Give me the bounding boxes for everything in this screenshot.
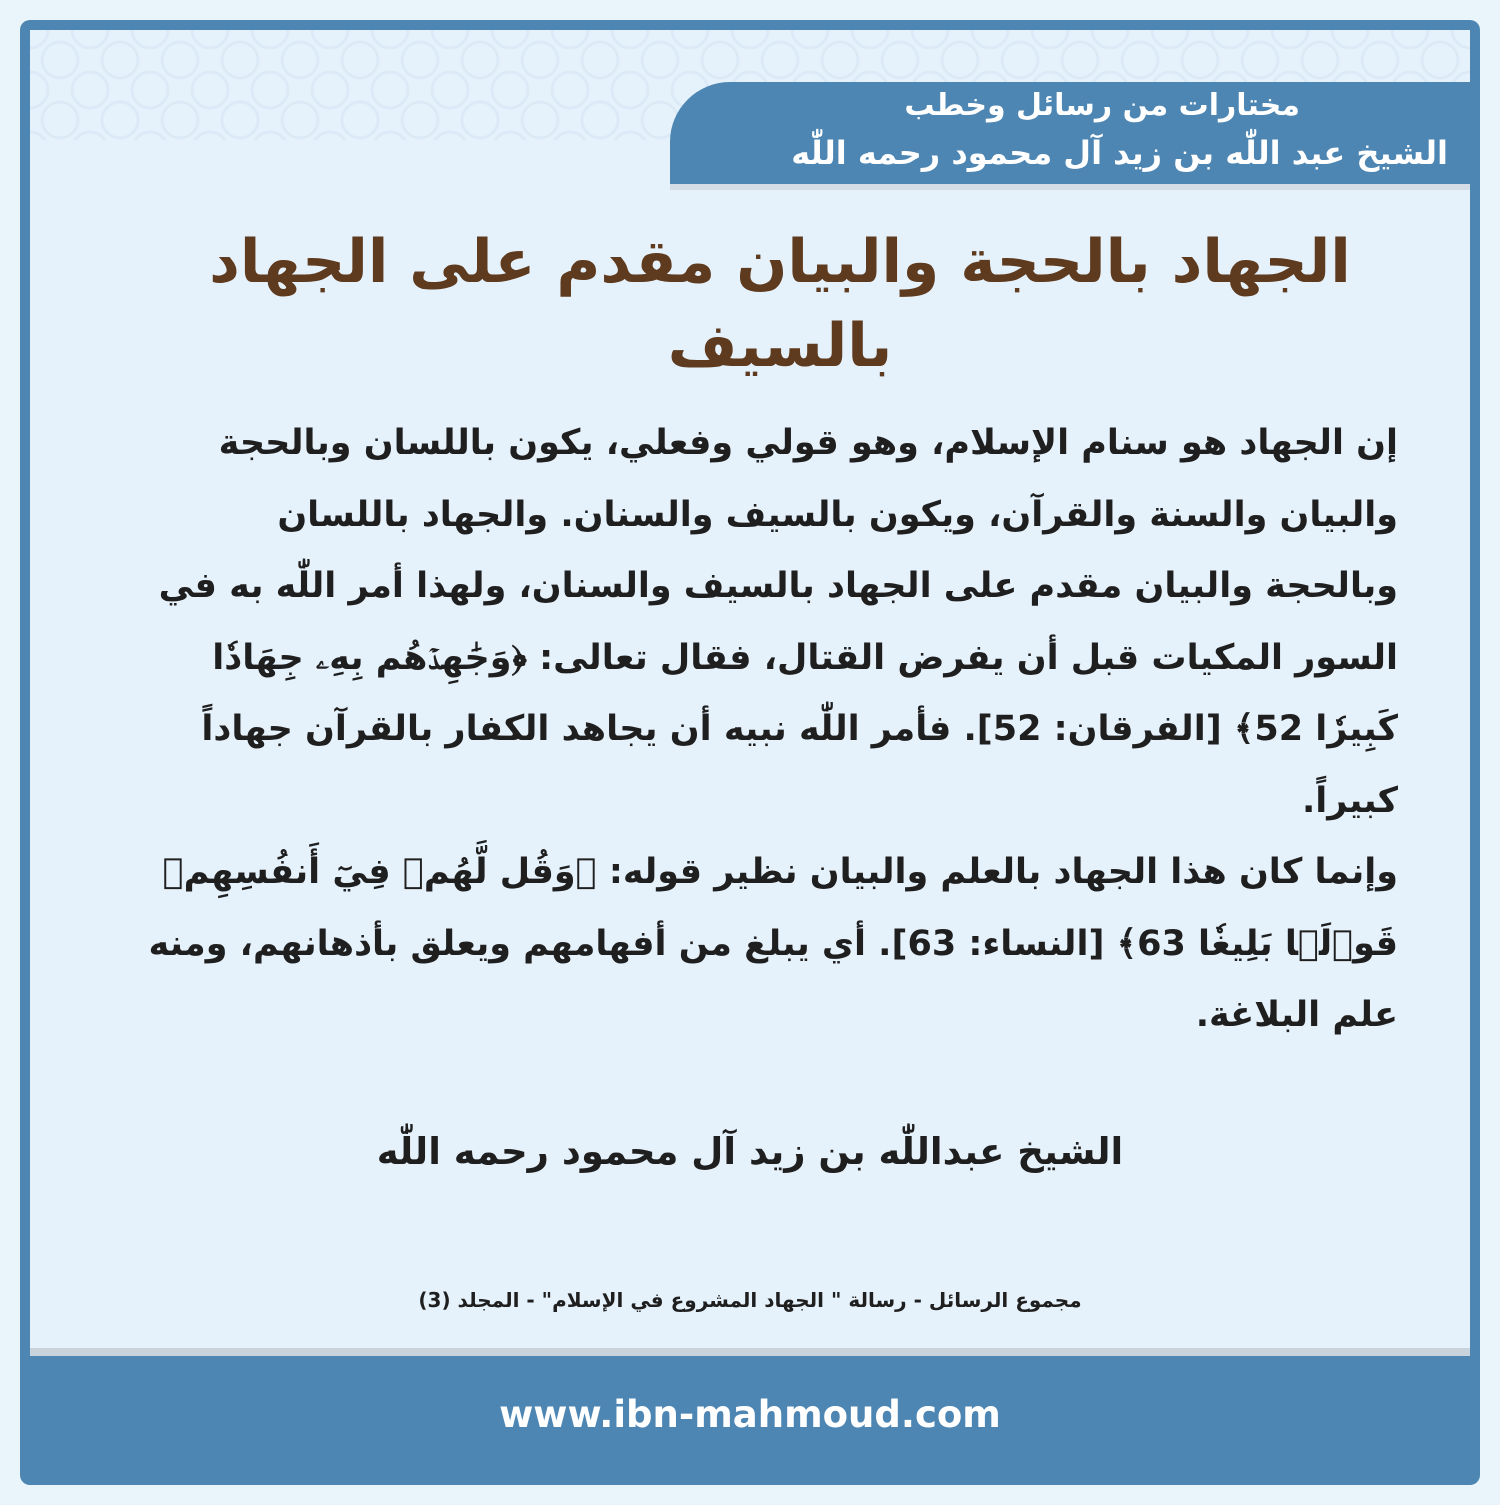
website-link[interactable]: www.ibn-mahmoud.com [499, 1393, 1001, 1436]
source-citation: مجموع الرسائل - رسالة " الجهاد المشروع في الإسلام" - المجلد (3) [418, 1288, 1082, 1312]
footer-divider [30, 1348, 1470, 1356]
body-paragraph-2: وإنما كان هذا الجهاد بالعلم والبيان نظير قوله: ﴿وَقُل لَّهُمۡ فِيٓ أَنفُسِهِمۡ قَوۡلَۢا بَلِيغٗا 63﴾ [النساء: 63]. أي يبلغ من أفهامهم ويعلق بأذهانهم، ومنه علم البلاغة. [148, 852, 1398, 1035]
article-body [140, 408, 1398, 1052]
header-banner [670, 82, 1470, 184]
author-signature: الشيخ عبداللّٰه بن زيد آل محمود رحمه اللّٰه [376, 1130, 1124, 1173]
header-author: الشيخ عبد اللّٰه بن زيد آل محمود رحمه اللّٰه [791, 134, 1448, 172]
article-title: الجهاد بالحجة والبيان مقدم على الجهاد بالسيف [209, 227, 1351, 381]
body-paragraph-1: إن الجهاد هو سنام الإسلام، وهو قولي وفعلي، يكون باللسان وبالحجة والبيان والسنة والقرآن، ويكون بالسيف والسنان. والجهاد باللسان وبالحجة والبيان مقدم على الجهاد بالسيف والسنان، ولهذا أمر اللّٰه به في السور المكيات قبل أن يفرض القتال، فقال تعالى: ﴿وَجَٰهِدۡهُم بِهِۦ جِهَادٗا كَبِيرٗا 52﴾ [الفرقان: 52]. فأمر اللّٰه نبيه أن يجاهد الكفار بالقرآن جهاداً كبيراً. [158, 423, 1398, 821]
header-subtitle: مختارات من رسائل وخطب [904, 88, 1300, 123]
content-panel [30, 30, 1470, 1348]
